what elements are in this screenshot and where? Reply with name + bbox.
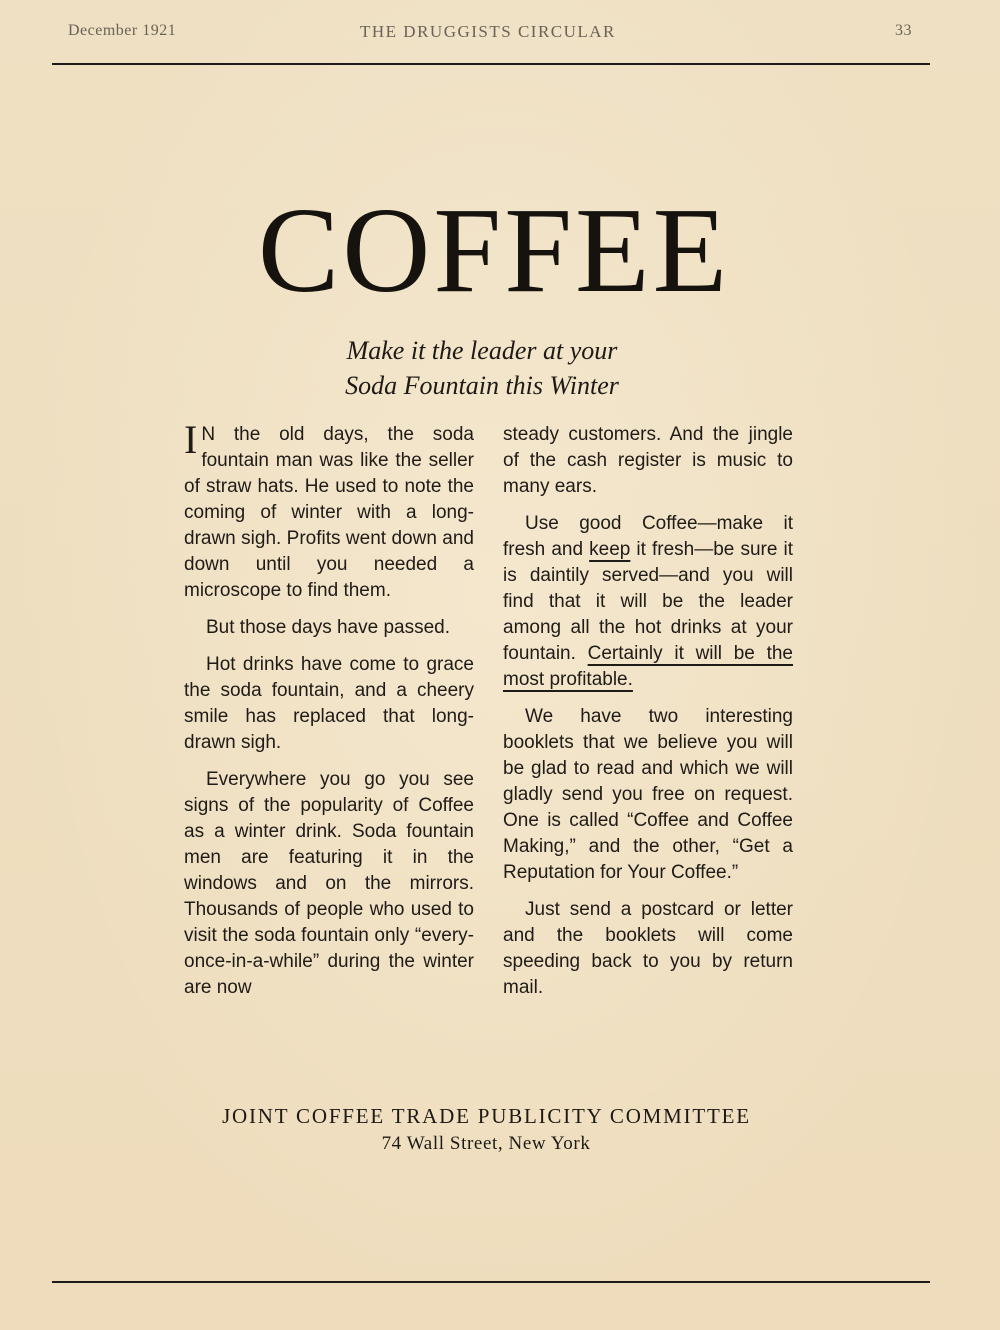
paragraph-7: We have two interesting booklets that we believe you will be glad to read and which we will gladly send you free on request. One is called “Coffee and Coffee Making,” and the other, “Get a Reputation for Your Coffee.” [503, 706, 793, 883]
ad-subhead [282, 333, 682, 403]
paragraph-3: Hot drinks have come to grace the soda fountain, and a cheery smile has replaced that long-drawn sigh. [184, 654, 474, 753]
subhead-line-2: Soda Fountain this Winter [345, 371, 619, 400]
paragraph-4: Everywhere you go you see signs of the popularity of Coffee as a winter drink. Soda fountain men are featuring it in the windows and on the mirrors. Thousands of people who used to visit the soda fountain only “every-once-in-a-while” during the winter are now [184, 769, 474, 998]
paragraph-1-text: N the old days, the soda fountain man was like the seller of straw hats. He used to note the coming of winter with a long-drawn sigh. Profits went down and down until you needed a microscope to find them. [184, 424, 474, 601]
paragraph-5: steady customers. And the jingle of the cash register is music to many ears. [503, 424, 793, 497]
bottom-rule [52, 1281, 930, 1283]
paragraph-8: Just send a postcard or letter and the booklets will come speeding back to you by return mail. [503, 899, 793, 998]
right-column [503, 422, 793, 1012]
subhead-line-1: Make it the leader at your [346, 336, 618, 365]
drop-cap: I [184, 417, 198, 462]
paragraph-6 [503, 511, 793, 693]
left-column [184, 417, 474, 1012]
issue-date: December 1921 [68, 22, 177, 39]
page-number: 33 [895, 22, 912, 39]
advertiser-name: JOINT COFFEE TRADE PUBLICITY COMMITTEE [222, 1104, 751, 1128]
paragraph-6-part-1: Use good Coffee—make it fresh and [503, 513, 793, 560]
publication-title: THE DRUGGISTS CIRCULAR [360, 22, 616, 41]
emphasis-keep: keep [589, 539, 631, 560]
paragraph-1 [184, 417, 474, 604]
top-rule [52, 63, 930, 65]
advertiser-address: 74 Wall Street, New York [381, 1133, 591, 1154]
paragraph-2: But those days have passed. [206, 617, 450, 638]
ad-headline: COFFEE [257, 183, 731, 318]
emphasis-profitable: Certainly it will be the most profitable. [503, 643, 793, 690]
running-header [68, 20, 912, 44]
paragraph-6-part-2: it fresh—be sure it is daintily served—and you will find that it will be the leader among all the hot drinks at your fountain. [503, 539, 794, 664]
